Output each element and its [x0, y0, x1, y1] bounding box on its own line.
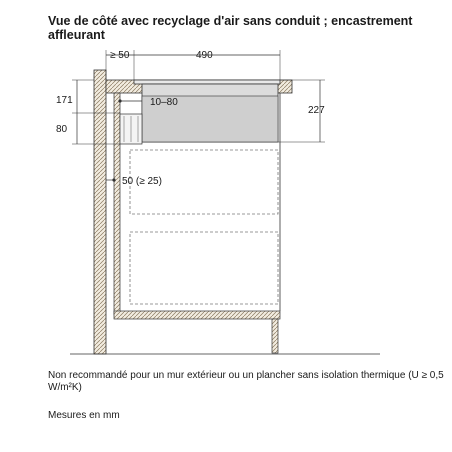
dim-label-490: 490 [196, 50, 213, 61]
thermal-note: Non recommandé pour un mur extérieur ou un plancher sans isolation thermique (U ≥ 0,5 W/m²K) [48, 370, 444, 393]
dim-marker [112, 178, 115, 181]
dim-label-50-ge25: 50 (≥ 25) [122, 176, 162, 187]
diagram-title: Vue de côté avec recyclage d'air sans conduit ; encastrement affleurant [48, 14, 413, 42]
plinth [272, 319, 278, 353]
drawer-lower [130, 232, 278, 304]
dim-label-80: 80 [56, 124, 68, 135]
dim-label-227: 227 [308, 105, 325, 116]
cabinet-back-panel [114, 93, 120, 315]
dim-marker [118, 99, 121, 102]
cooktop-glass [134, 80, 280, 84]
dim-label-171: 171 [56, 95, 73, 106]
dim-label-ge50: ≥ 50 [110, 50, 130, 61]
wall [94, 70, 106, 354]
dim-label-10-80: 10–80 [150, 97, 178, 108]
units-note: Mesures en mm [48, 410, 120, 421]
cabinet-bottom [114, 311, 280, 319]
